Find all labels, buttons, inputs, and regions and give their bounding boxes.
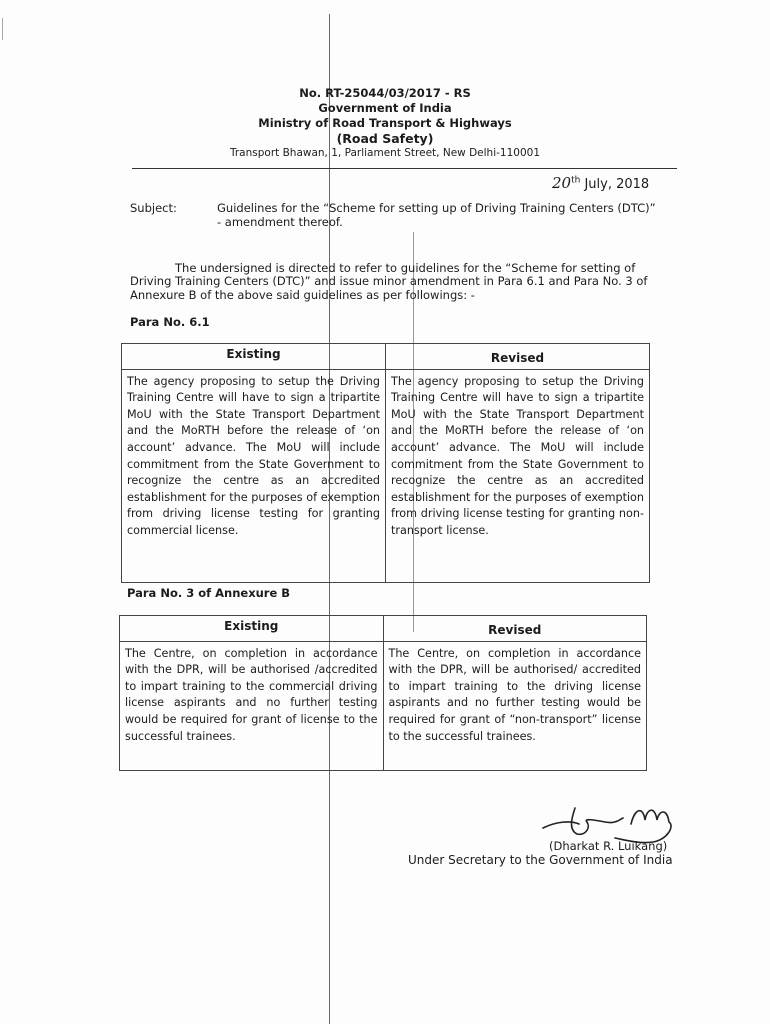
ministry-line: Ministry of Road Transport & Highways [258,116,512,130]
revised-text: The Centre, on completion in accordance with the DPR, will be authorised/ accredited to impart training to the driving license aspirants and no further testing would be required for grant of “non-transport” license to the successful trainees. [383,641,647,770]
date-day: 20 [552,174,572,192]
body-line-2: Driving Training Centers (DTC)” and issue minor amendment in Para 6.1 and Para No. 3 of [130,274,648,288]
para-6-1-table [121,343,650,583]
para-6-1-title: Para No. 6.1 [130,315,210,329]
date-suffix: th [571,175,581,186]
subject-line-1: Guidelines for the “Scheme for setting up of Driving Training Centers (DTC)” [217,201,656,215]
division-line: (Road Safety) [336,131,434,146]
government-line: Government of India [318,101,452,115]
letter-date [552,174,649,192]
existing-header: Existing [122,344,386,370]
para-3-annex-b-table [119,615,647,771]
para-3-annex-b-title: Para No. 3 of Annexure B [127,586,291,600]
signatory-name: (Dharkat R. Luikang) [549,839,668,853]
revised-header: Revised [386,344,650,370]
existing-header: Existing [120,616,384,642]
reference-number: No. RT-25044/03/2017 - RS [299,86,471,100]
body-line-3: Annexure B of the above said guidelines as per followings: - [130,288,475,302]
existing-text: The agency proposing to setup the Driving Training Centre will have to sign a tripartite MoU with the State Transport Department and the MoRTH before the release of ‘on account’ advance. The MoU will include commitment from the State Government to recognize the centre as an accredited establishment for the purposes of exemption from driving license testing for granting commercial license. [122,369,386,582]
subject-line-2: - amendment thereof. [217,215,343,229]
body-line-1: The undersigned is directed to refer to guidelines for the “Scheme for setting of [175,261,636,275]
address-line: Transport Bhawan, 1, Parliament Street, New Delhi-110001 [229,147,540,159]
date-month-year: July, 2018 [584,177,650,192]
header-rule [132,168,677,169]
revised-header: Revised [383,616,647,642]
existing-text: The Centre, on completion in accordance with the DPR, will be authorised /accredited to impart training to the commercial driving license aspirants and no further testing would be required for grant of license to the successful trainees. [120,641,384,770]
scan-edge [2,18,3,40]
subject-label: Subject: [130,201,177,215]
signatory-designation: Under Secretary to the Government of India [408,853,673,867]
revised-text: The agency proposing to setup the Driving Training Centre will have to sign a tripartite MoU with the State Transport Department and the MoRTH before the release of ‘on account’ advance. The MoU will include commitment from the State Government to recognize the centre as an accredited establishment for the purposes of exemption from driving license testing for granting non-transport license. [386,369,650,582]
